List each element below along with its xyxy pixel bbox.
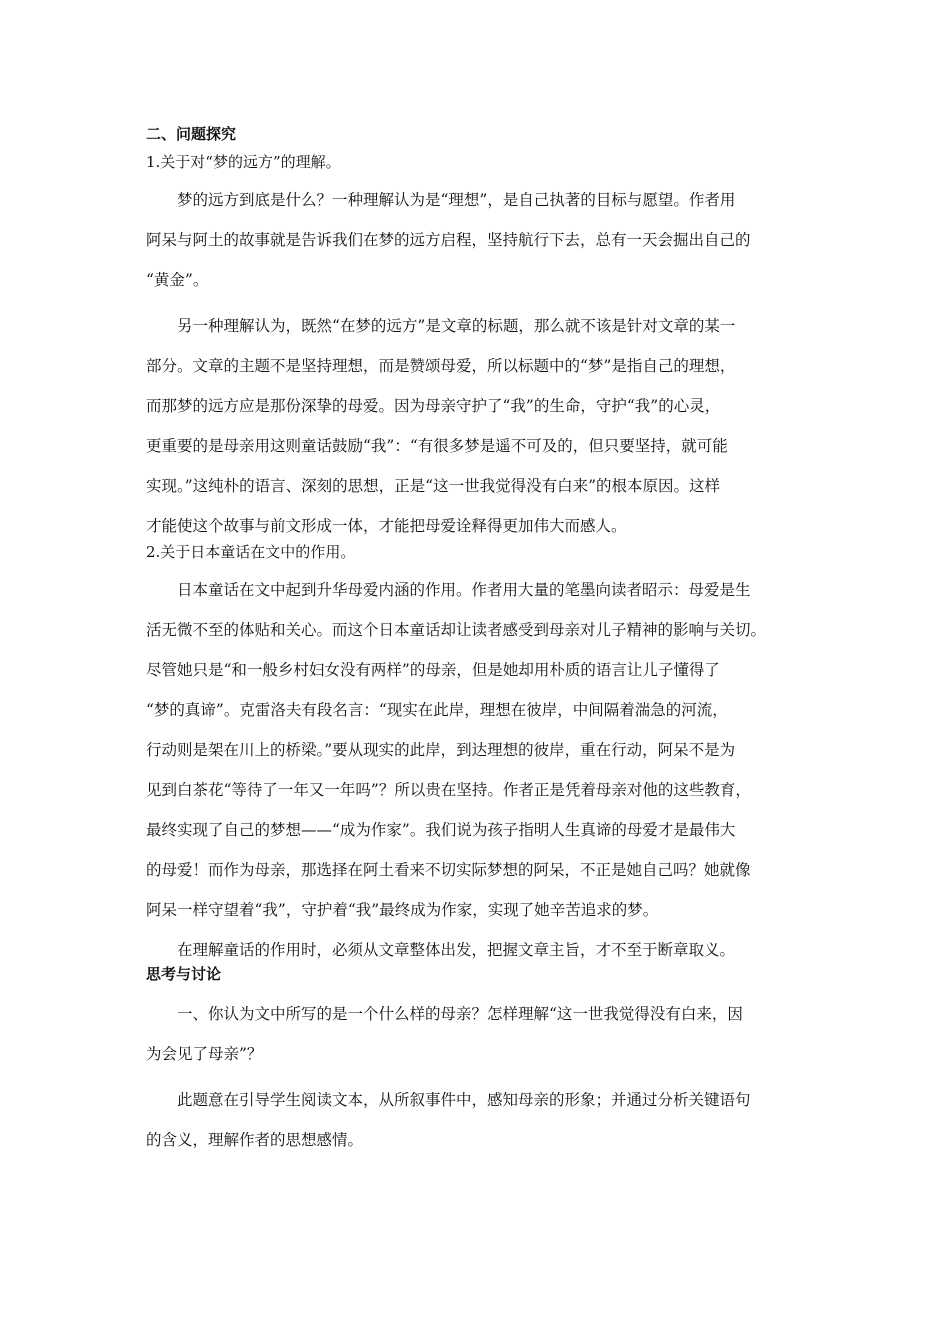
text-line: 此题意在引导学生阅读文本，从所叙事件中，感知母亲的形象；并通过分析关键语句 [177, 1091, 751, 1109]
section-heading-discussion: 思考与讨论 [146, 965, 222, 983]
discussion-paragraph-2 [146, 1090, 814, 1150]
text-line: 活无微不至的体贴和关心。而这个日本童话却让读者感受到母亲对儿子精神的影响与关切。 [146, 621, 767, 639]
text-line: 在理解童话的作用时，必须从文章整体出发，把握文章主旨，才不至于断章取义。 [177, 941, 736, 959]
text-line: 才能使这个故事与前文形成一体，才能把母爱诠释得更加伟大而感人。 [146, 517, 627, 535]
discussion-paragraph-1 [146, 1004, 814, 1064]
question-1-title: 1.关于对“梦的远方”的理解。 [146, 153, 341, 171]
question-2-paragraph-1 [146, 580, 814, 920]
text-line: 部分。文章的主题不是坚持理想，而是赞颂母爱，所以标题中的“梦”是指自己的理想， [146, 357, 736, 375]
text-line: 而那梦的远方应是那份深挚的母爱。因为母亲守护了“我”的生命，守护“我”的心灵， [146, 397, 721, 415]
text-line: 梦的远方到底是什么？一种理解认为是“理想”，是自己执著的目标与愿望。作者用 [177, 191, 736, 209]
text-line: 阿呆与阿土的故事就是告诉我们在梦的远方启程，坚持航行下去，总有一天会掘出自己的 [146, 231, 751, 249]
text-line: 见到白茶花“等待了一年又一年吗”？所以贵在坚持。作者正是凭着母亲对他的这些教育， [146, 781, 751, 799]
text-line: 一、你认为文中所写的是一个什么样的母亲？怎样理解“这一世我觉得没有白来，因 [177, 1005, 743, 1023]
text-line: 最终实现了自己的梦想——“成为作家”。我们说为孩子指明人生真谛的母爱才是最伟大 [146, 821, 736, 839]
question-1-paragraph-2 [146, 316, 814, 536]
question-2-paragraph-2 [146, 940, 814, 960]
text-line: “黄金”。 [146, 271, 209, 289]
text-line: 为会见了母亲”？ [146, 1045, 263, 1063]
text-line: 尽管她只是“和一般乡村妇女没有两样”的母亲，但是她却用朴质的语言让儿子懂得了 [146, 661, 720, 679]
text-line: 的母爱！而作为母亲，那选择在阿土看来不切实际梦想的阿呆，不正是她自己吗？她就像 [146, 861, 751, 879]
text-line: 行动则是架在川上的桥梁。”要从现实的此岸，到达理想的彼岸，重在行动，阿呆不是为 [146, 741, 736, 759]
document-page [146, 124, 814, 1150]
question-2-title: 2.关于日本童话在文中的作用。 [146, 543, 356, 561]
text-line: “梦的真谛”。克雷洛夫有段名言：“现实在此岸，理想在彼岸，中间隔着湍急的河流， [146, 701, 728, 719]
text-line: 日本童话在文中起到升华母爱内涵的作用。作者用大量的笔墨向读者昭示：母爱是生 [177, 581, 751, 599]
section-heading-inquiry: 二、问题探究 [146, 125, 237, 143]
text-line: 的含义，理解作者的思想感情。 [146, 1131, 364, 1149]
question-1-paragraph-1 [146, 190, 814, 290]
text-line: 另一种理解认为，既然“在梦的远方”是文章的标题，那么就不该是针对文章的某一 [177, 317, 736, 335]
text-line: 更重要的是母亲用这则童话鼓励“我”：“有很多梦是遥不可及的，但只要坚持，就可能 [146, 437, 728, 455]
text-line: 实现。”这纯朴的语言、深刻的思想，正是“这一世我觉得没有白来”的根本原因。这样 [146, 477, 721, 495]
text-line: 阿呆一样守望着“我”，守护着“我”最终成为作家，实现了她辛苦追求的梦。 [146, 901, 659, 919]
